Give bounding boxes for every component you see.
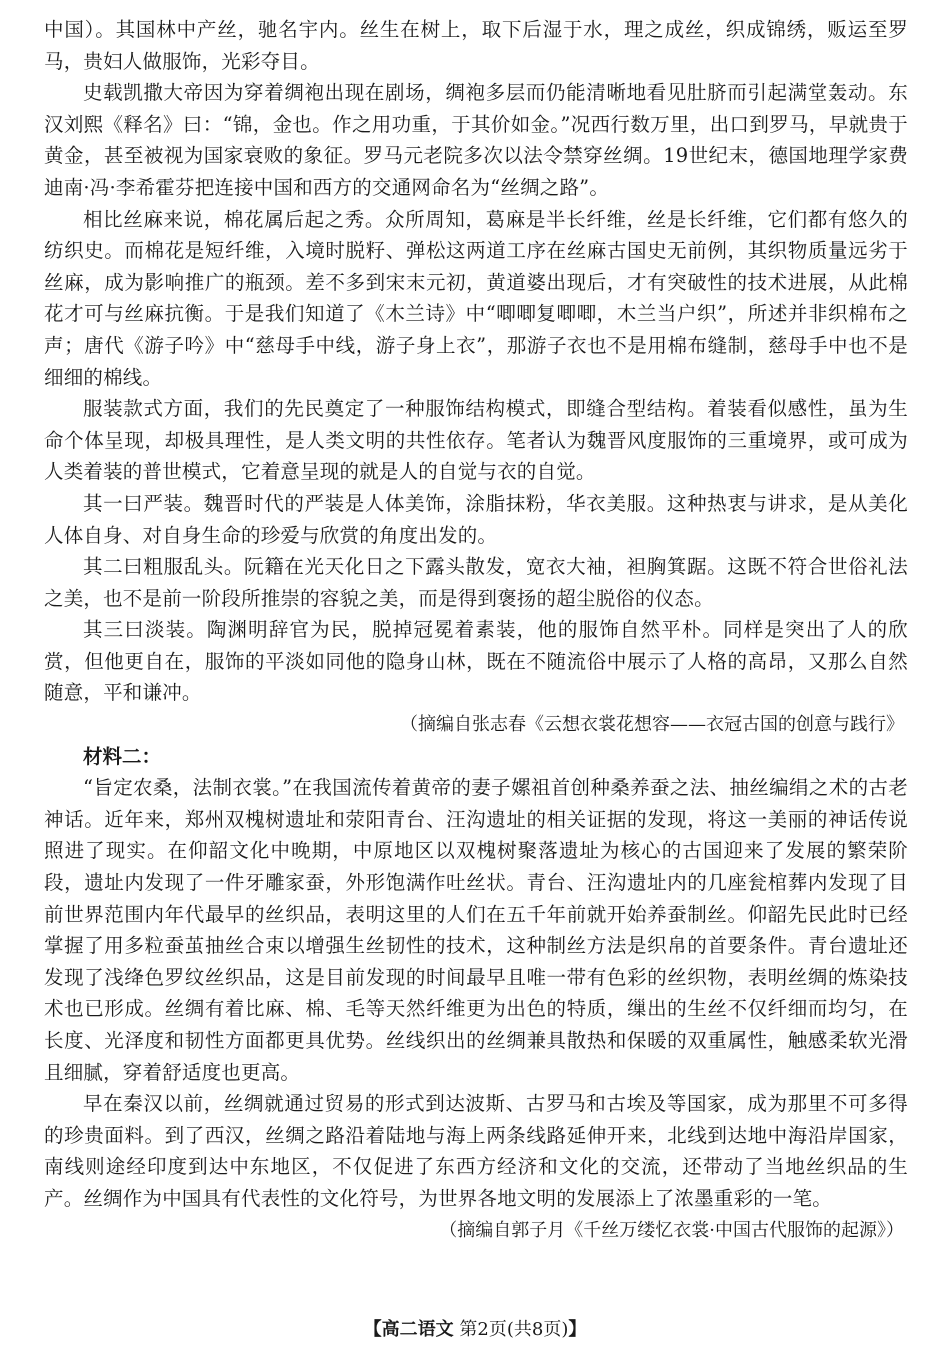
material-two-source: （摘编自郭子月《千丝万缕忆衣裳·中国古代服饰的起源》） [439,1219,904,1241]
footer-subject: 【高二语文 [363,1319,454,1340]
material-two-heading: 材料二： [83,744,162,768]
footer-page-info: 第2页(共8页) [459,1319,569,1340]
material-one-paragraph-7: 其三曰淡装。陶渊明辞官为民，脱掉冠冕着素装，他的服饰自然平朴。同样是突出了人的欣赏，但他更自在，服饰的平淡如同他的隐身山林，既在不随流俗中展示了人格的高昂，又那么自然随意，平和谦冲。 [44,618,908,705]
material-one-paragraph-3: 相比丝麻来说，棉花属后起之秀。众所周知，葛麻是半长纤维，丝是长纤维，它们都有悠久的纺织史。而棉花是短纤维，入境时脱籽、弹松这两道工序在丝麻古国史无前例，其织物质量远劣于丝麻，成为影响推广的瓶颈。差不多到宋末元初，黄道婆出现后，才有突破性的技术进展，从此棉花才可与丝麻抗衡。于是我们知道了《木兰诗》中“唧唧复唧唧，木兰当户织”，所述并非织棉布之声；唐代《游子吟》中“慈母手中线，游子身上衣”，那游子衣也不是用棉布缝制，慈母手中也不是细细的棉线。 [44,207,908,389]
material-one-paragraph-2: 史载凯撒大帝因为穿着绸袍出现在剧场，绸袍多层而仍能清晰地看见肚脐而引起满堂轰动。东汉刘熙《释名》曰：“锦，金也。作之用功重，于其价如金。”况西行数万里，出口到罗马，早就贵于黄金，甚至被视为国家衰败的象征。罗马元老院多次以法令禁穿丝绸。19世纪末，德国地理学家费迪南·冯·李希霍芬把连接中国和西方的交通网命名为“丝绸之路”。 [44,81,908,199]
document-body [44,14,908,1246]
footer-close-bracket: 】 [568,1319,587,1340]
material-two-paragraph-1: “旨定农桑，法制衣裳。”在我国流传着黄帝的妻子嫘祖首创种桑养蚕之法、抽丝编绢之术的古老神话。近年来，郑州双槐树遗址和荥阳青台、汪沟遗址的相关证据的发现，将这一美丽的神话传说照进了现实。在仰韶文化中晚期，中原地区以双槐树聚落遗址为核心的古国迎来了发展的繁荣阶段，遗址内发现了一件牙雕家蚕，外形饱满作吐丝状。青台、汪沟遗址内的几座瓮棺葬内发现了目前世界范围内年代最早的丝织品，表明这里的人们在五千年前就开始养蚕制丝。仰韶先民此时已经掌握了用多粒蚕茧抽丝合束以增强生丝韧性的技术，这种制丝方法是织帛的首要条件。青台遗址还发现了浅绛色罗纹丝织品，这是目前发现的时间最早且唯一带有色彩的丝织物，表明丝绸的炼染技术也已形成。丝绸有着比麻、棉、毛等天然纤维更为出色的特质，缫出的生丝不仅纤细而均匀，在长度、光泽度和韧性方面都更具优势。丝线织出的丝绸兼具散热和保暖的双重属性，触感柔软光滑且细腻，穿着舒适度也更高。 [44,776,908,1084]
material-one-paragraph-6: 其二曰粗服乱头。阮籍在光天化日之下露头散发，宽衣大袖，袒胸箕踞。这既不符合世俗礼法之美，也不是前一阶段所推崇的容貌之美，而是得到褒扬的超尘脱俗的仪态。 [44,555,908,610]
material-one-paragraph-5: 其一曰严装。魏晋时代的严装是人体美饰，涂脂抹粉，华衣美服。这种热衷与讲求，是从美化人体自身、对自身生命的珍爱与欣赏的角度出发的。 [44,491,908,547]
material-one-paragraph-4: 服装款式方面，我们的先民奠定了一种服饰结构模式，即缝合型结构。着装看似感性，虽为生命个体呈现，却极具理性，是人类文明的共性依存。笔者认为魏晋风度服饰的三重境界，或可成为人类着装的普世模式，它着意呈现的就是人的自觉与衣的自觉。 [44,397,908,484]
material-two-paragraph-2: 早在秦汉以前，丝绸就通过贸易的形式到达波斯、古罗马和古埃及等国家，成为那里不可多得的珍贵面料。到了西汉，丝绸之路沿着陆地与海上两条线路延伸开来，北线到达地中海沿岸国家，南线则途经印度到达中东地区，不仅促进了东西方经济和文化的交流，还带动了当地丝织品的生产。丝绸作为中国具有代表性的文化符号，为世界各地文明的发展添上了浓墨重彩的一笔。 [44,1092,908,1210]
material-one-source: （摘编自张志春《云想衣裳花想容——衣冠古国的创意与践行》 [400,714,904,736]
page-footer [0,1318,950,1342]
material-one-paragraph-1: 中国）。其国林中产丝，驰名宇内。丝生在树上，取下后湿于水，理之成丝，织成锦绣，贩运至罗马，贵妇人做服饰，光彩夺目。 [44,18,908,73]
